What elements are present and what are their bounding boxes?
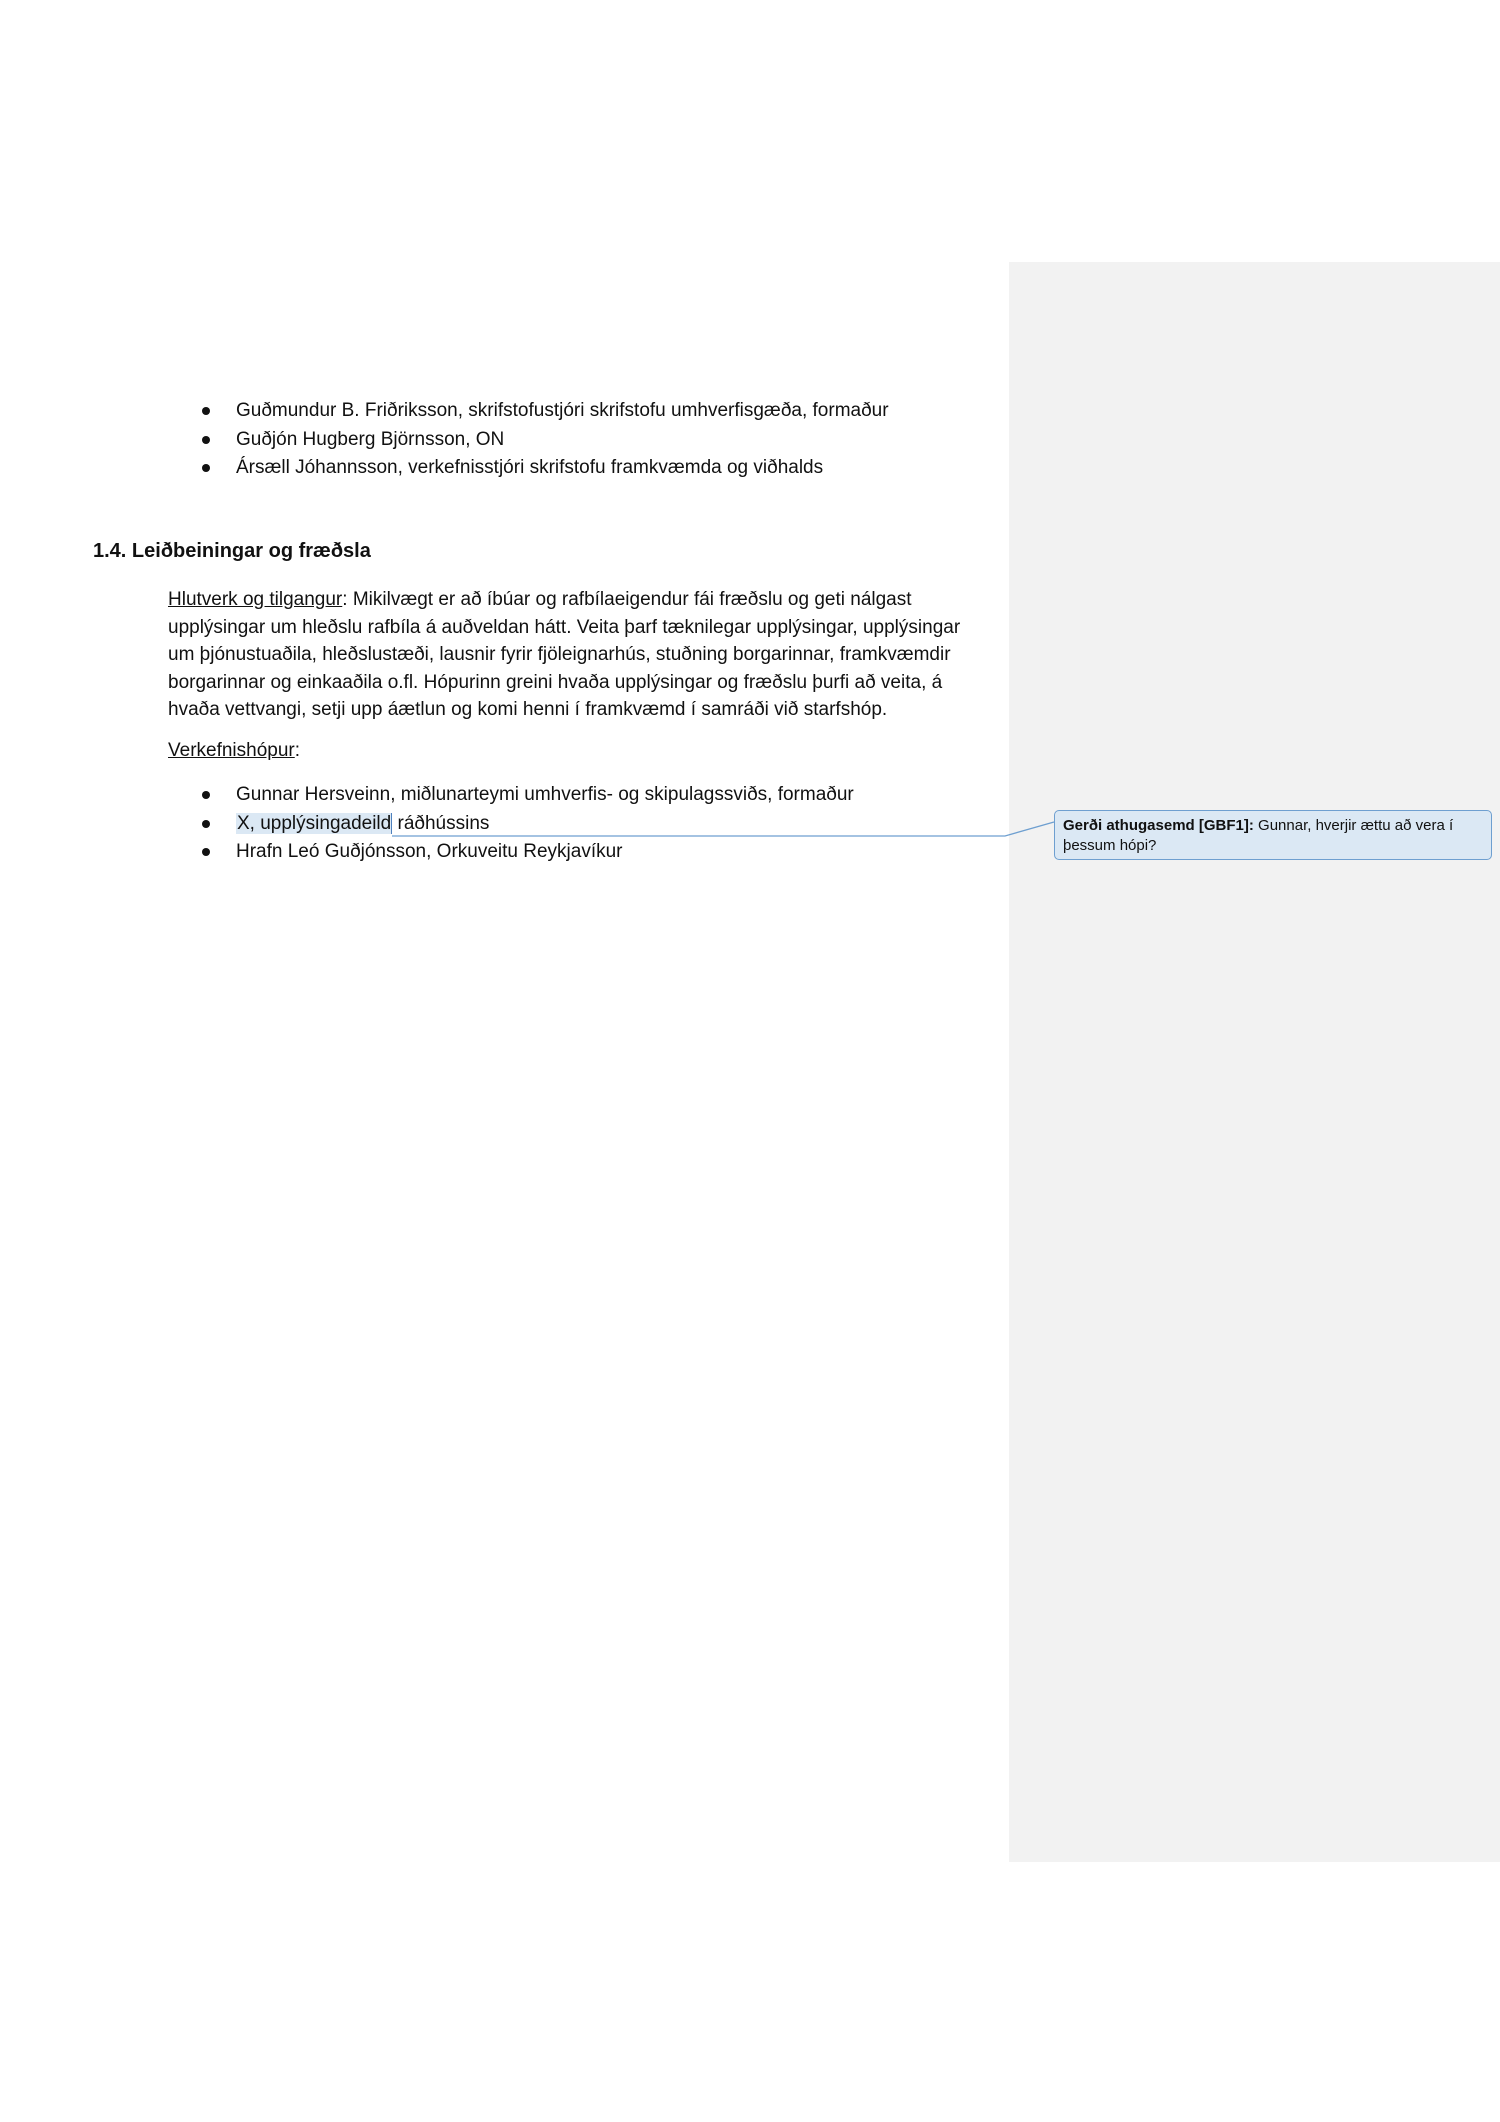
purpose-text: : Mikilvægt er að íbúar og rafbílaeigendur fái fræðslu og geti nálgast upplýsingar um hleðslu rafbíla á auðveldan hátt. Veita þarf tæknilegar upplýsingar, upplýsingar um þjónustuaðila, hleðslustæði, lausnir fyrir fjöleignarhús, stuðning borgarinnar, framkvæmdir borgarinnar og einkaaðila o.fl. Hópurinn greini hvaða upplýsingar og fræðslu þurfi að veita, á hvaða vettvangi, setji upp áætlun og komi henni í framkvæmd í samráði við starfshóp. (168, 589, 961, 720)
commented-text-highlight[interactable]: X, upplýsingadeild (237, 812, 392, 834)
bullet-icon (202, 464, 210, 472)
working-group-list (236, 397, 889, 483)
list-item: Guðmundur B. Friðriksson, skrifstofustjóri skrifstofu umhverfisgæða, formaður (236, 397, 889, 426)
list-item: Ársæll Jóhannsson, verkefnisstjóri skrifstofu framkvæmda og viðhalds (236, 454, 889, 483)
purpose-label: Hlutverk og tilgangur (168, 589, 343, 610)
comment-bubble[interactable] (1054, 810, 1492, 860)
team-list (236, 781, 854, 867)
comment-author: Gerði athugasemd [GBF1]: (1063, 817, 1254, 834)
list-item: X, upplýsingadeild ráðhússins (236, 810, 854, 839)
bullet-icon (202, 407, 210, 415)
bullet-icon (202, 791, 210, 799)
section-heading: 1.4. Leiðbeiningar og fræðsla (93, 540, 371, 562)
comment-text: Gunnar, hverjir ættu að vera í þessum hópi? (1063, 817, 1454, 854)
team-label-line: Verkefnishópur: (168, 740, 301, 761)
team-label: Verkefnishópur (168, 740, 295, 761)
purpose-paragraph (168, 586, 988, 724)
list-item: Hrafn Leó Guðjónsson, Orkuveitu Reykjavíkur (236, 838, 854, 867)
bullet-icon (202, 436, 210, 444)
list-item: Gunnar Hersveinn, miðlunarteymi umhverfis- og skipulagssviðs, formaður (236, 781, 854, 810)
bullet-icon (202, 820, 210, 828)
list-item: Guðjón Hugberg Björnsson, ON (236, 426, 889, 455)
comment-pane (1009, 262, 1500, 1862)
bullet-icon (202, 848, 210, 856)
